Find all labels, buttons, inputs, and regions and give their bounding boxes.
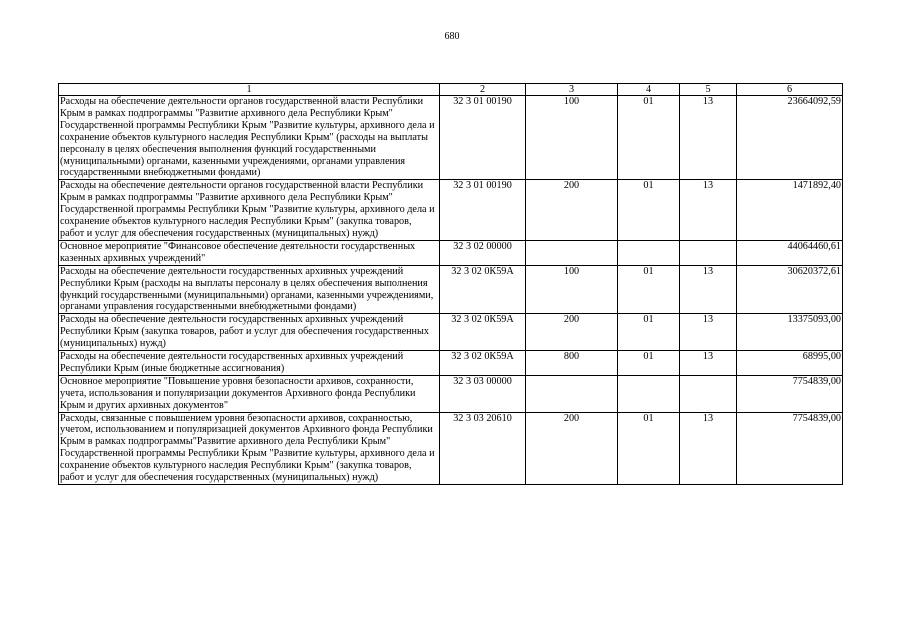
column-header-1: 1 <box>59 84 440 96</box>
row-description: Расходы на обеспечение деятельности государственных архивных учреждений Республики Крым (расходы на выплаты персоналу в целях обеспечения выполнения функций государственными (муниципальными) органами, казенными учреждениями, органами управления государственными внебюджетными фондами) <box>59 265 440 314</box>
amount: 1471892,40 <box>737 180 843 241</box>
column-header-5: 5 <box>680 84 737 96</box>
amount: 7754839,00 <box>737 375 843 412</box>
page-number: 680 <box>444 31 460 42</box>
column-header-3: 3 <box>526 84 618 96</box>
section-code: 01 <box>618 180 680 241</box>
target-article-code: 32 3 03 00000 <box>440 375 526 412</box>
expense-type-code: 100 <box>526 96 618 180</box>
table-row <box>59 96 843 180</box>
subsection-code: 13 <box>680 265 737 314</box>
expense-type-code: 200 <box>526 180 618 241</box>
table-body <box>59 96 843 485</box>
expense-type-code <box>526 375 618 412</box>
expense-type-code: 100 <box>526 265 618 314</box>
target-article-code: 32 3 01 00190 <box>440 96 526 180</box>
target-article-code: 32 3 02 0К59А <box>440 314 526 351</box>
amount: 44064460,61 <box>737 240 843 265</box>
amount: 23664092,59 <box>737 96 843 180</box>
section-code <box>618 240 680 265</box>
section-code: 01 <box>618 412 680 484</box>
subsection-code: 13 <box>680 180 737 241</box>
target-article-code: 32 3 01 00190 <box>440 180 526 241</box>
subsection-code: 13 <box>680 351 737 376</box>
target-article-code: 32 3 02 00000 <box>440 240 526 265</box>
table-row <box>59 314 843 351</box>
expense-type-code: 200 <box>526 412 618 484</box>
subsection-code <box>680 375 737 412</box>
row-description: Расходы, связанные с повышением уровня безопасности архивов, сохранностью, учетом, использованием и популяризацией документов Архивного фонда Республики Крым в рамках подпрограммы"Развитие архивного дела Республики Крым" Государственной программы Республики Крым "Развитие культуры, архивного дела и сохранение объектов культурного наследия Республики Крым" (закупка товаров, работ и услуг для обеспечения государственных (муниципальных) нужд) <box>59 412 440 484</box>
target-article-code: 32 3 02 0К59А <box>440 265 526 314</box>
column-header-4: 4 <box>618 84 680 96</box>
subsection-code: 13 <box>680 314 737 351</box>
table-header-row <box>59 84 843 96</box>
subsection-code: 13 <box>680 96 737 180</box>
row-description: Основное мероприятие "Финансовое обеспечение деятельности государственных казенных архивных учреждений" <box>59 240 440 265</box>
section-code: 01 <box>618 314 680 351</box>
row-description: Расходы на обеспечение деятельности государственных архивных учреждений Республики Крым (закупка товаров, работ и услуг для обеспечения государственных (муниципальных) нужд) <box>59 314 440 351</box>
expense-type-code: 200 <box>526 314 618 351</box>
amount: 30620372,61 <box>737 265 843 314</box>
row-description: Расходы на обеспечение деятельности государственных архивных учреждений Республики Крым (иные бюджетные ассигнования) <box>59 351 440 376</box>
table-row <box>59 412 843 484</box>
budget-table <box>58 83 843 485</box>
section-code: 01 <box>618 265 680 314</box>
table-row <box>59 351 843 376</box>
table-row <box>59 265 843 314</box>
target-article-code: 32 3 02 0К59А <box>440 351 526 376</box>
amount: 68995,00 <box>737 351 843 376</box>
section-code: 01 <box>618 96 680 180</box>
section-code: 01 <box>618 351 680 376</box>
column-header-2: 2 <box>440 84 526 96</box>
expense-type-code <box>526 240 618 265</box>
subsection-code <box>680 240 737 265</box>
table-row <box>59 180 843 241</box>
table-row <box>59 240 843 265</box>
row-description: Основное мероприятие "Повышение уровня безопасности архивов, сохранности, учета, использования и популяризации документов Архивного фонда Республики Крым и других архивных документов" <box>59 375 440 412</box>
row-description: Расходы на обеспечение деятельности органов государственной власти Республики Крым в рамках подпрограммы "Развитие архивного дела Республики Крым" Государственной программы Республики Крым "Развитие культуры, архивного дела и сохранение объектов культурного наследия Республики Крым" (закупка товаров, работ и услуг для обеспечения государственных (муниципальных) нужд) <box>59 180 440 241</box>
table-row <box>59 375 843 412</box>
row-description: Расходы на обеспечение деятельности органов государственной власти Республики Крым в рамках подпрограммы "Развитие архивного дела Республики Крым" Государственной программы Республики Крым "Развитие культуры, архивного дела и сохранение объектов культурного наследия Республики Крым" (расходы на выплаты персоналу в целях обеспечения выполнения функций государственными (муниципальными) органами, казенными учреждениями, органами управления государственными внебюджетными фондами) <box>59 96 440 180</box>
target-article-code: 32 3 03 20610 <box>440 412 526 484</box>
section-code <box>618 375 680 412</box>
column-header-6: 6 <box>737 84 843 96</box>
amount: 13375093,00 <box>737 314 843 351</box>
subsection-code: 13 <box>680 412 737 484</box>
amount: 7754839,00 <box>737 412 843 484</box>
expense-type-code: 800 <box>526 351 618 376</box>
